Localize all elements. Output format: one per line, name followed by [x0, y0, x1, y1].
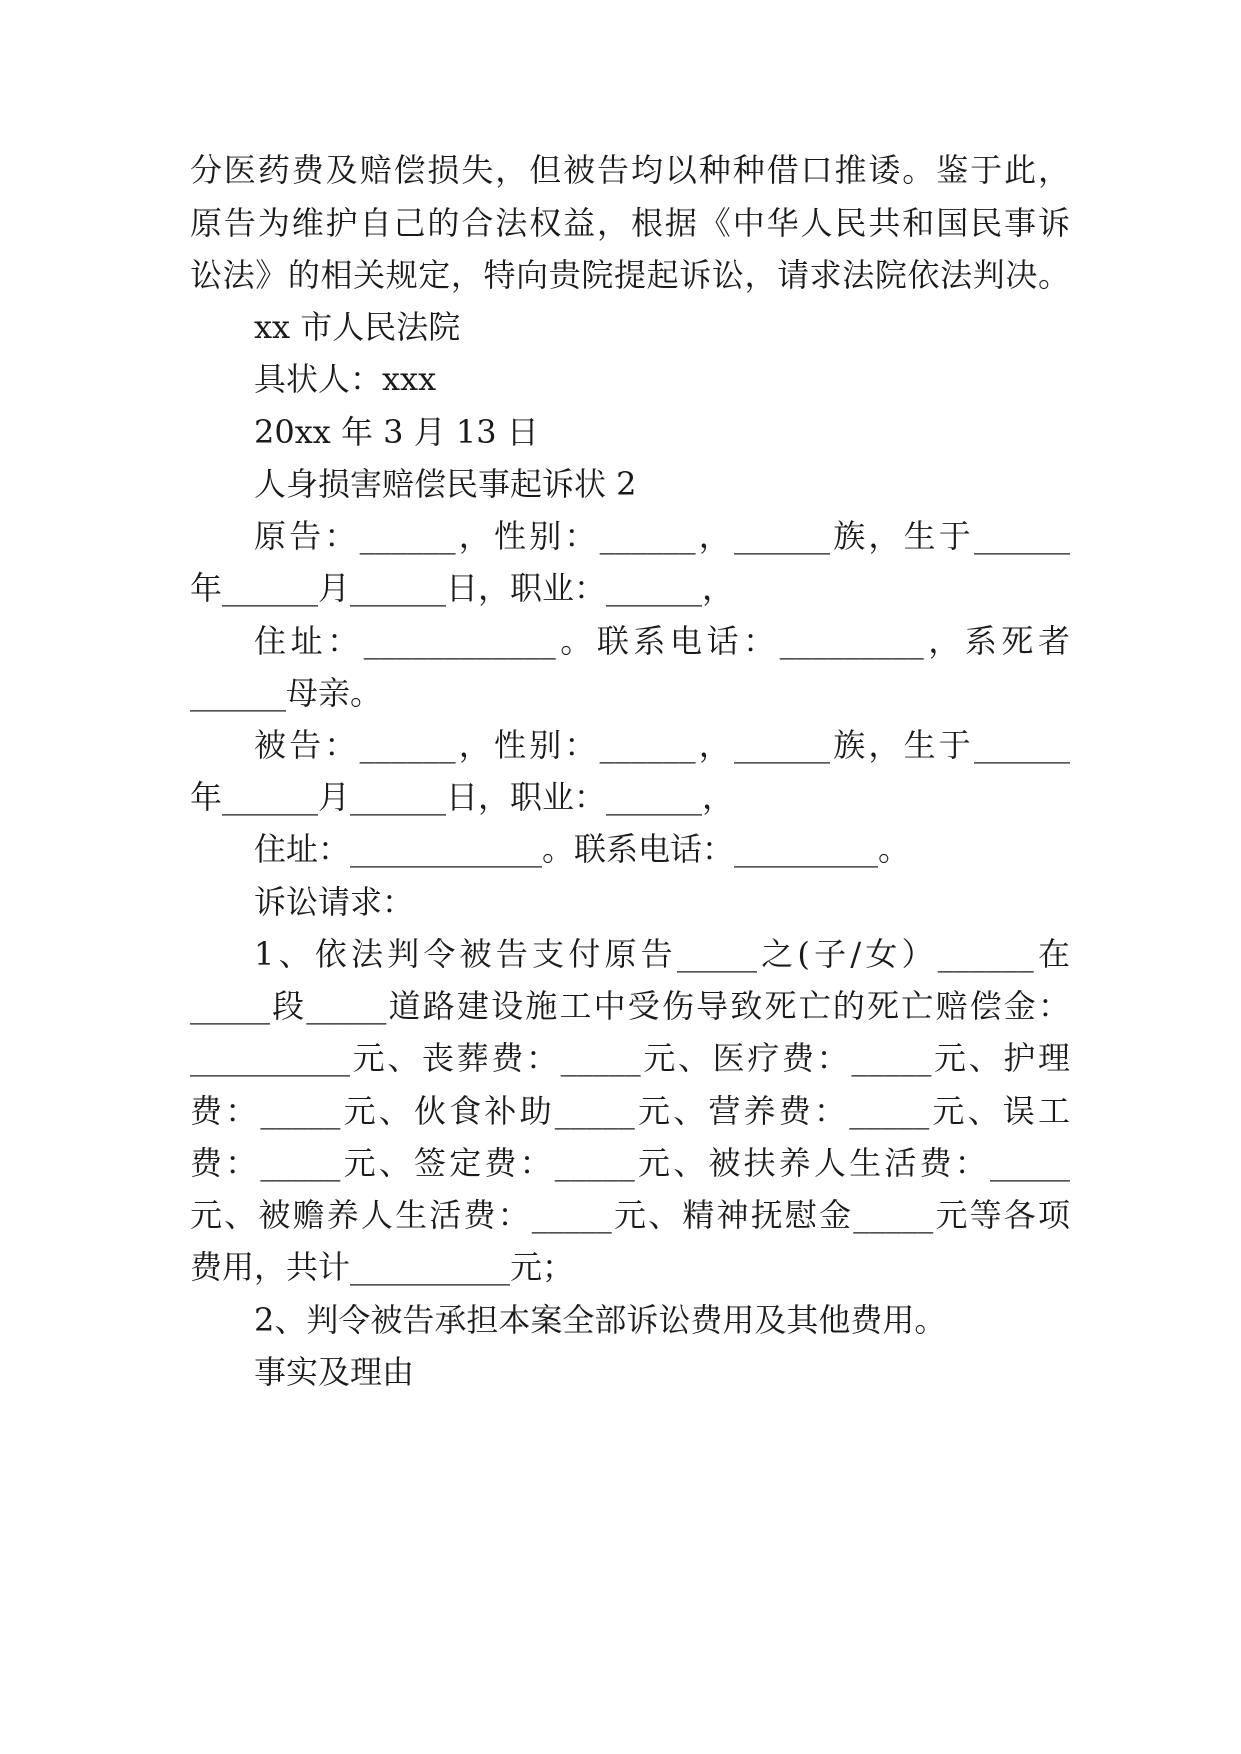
text-line: 年______月______日，职业：______， — [190, 569, 735, 607]
text-line: 费：_____元、伙食补助_____元、营养费：_____元、误工 — [190, 1092, 1070, 1130]
section-heading: 诉讼请求： — [254, 883, 415, 921]
text-line: 元、被赡养人生活费：_____元、精神抚慰金_____元等各项 — [190, 1196, 1070, 1234]
section-title: 人身损害赔偿民事起诉状 2 — [254, 465, 637, 503]
section-heading: 事实及理由 — [254, 1353, 415, 1391]
document-date: 20xx 年 3 月 13 日 — [254, 413, 539, 451]
text-line: 费用，共计__________元； — [190, 1248, 575, 1286]
text-line: ______母亲。 — [190, 674, 383, 712]
text-line: 1、依法判令被告支付原告_____之(子/女）______在 — [254, 935, 1070, 973]
text-line: __________元、丧葬费：_____元、医疗费：_____元、护理 — [190, 1039, 1070, 1077]
text-line: 住址：____________。联系电话：_________，系死者 — [254, 622, 1070, 660]
text-line: 原告：______，性别：______，______族，生于______ — [254, 517, 1070, 555]
text-line: 住址：____________。联系电话：_________。 — [254, 830, 911, 868]
text-line: 2、判令被告承担本案全部诉讼费用及其他费用。 — [254, 1301, 947, 1339]
text-line: 被告：______，性别：______，______族，生于______ — [254, 726, 1070, 764]
text-line: 讼法》的相关规定，特向贵院提起诉讼，请求法院依法判决。 — [190, 256, 1070, 294]
text-line: 年______月______日，职业：______， — [190, 778, 735, 816]
text-line: 费：_____元、签定费：_____元、被扶养人生活费：_____ — [190, 1144, 1070, 1182]
text-line: _____段_____道路建设施工中受伤导致死亡的死亡赔偿金： — [190, 987, 1070, 1025]
court-name: xx 市人民法院 — [254, 308, 461, 346]
text-line: 分医药费及赔偿损失，但被告均以种种借口推诿。鉴于此， — [190, 151, 1070, 189]
signatory: 具状人：xxx — [254, 360, 437, 398]
text-line: 原告为维护自己的合法权益，根据《中华人民共和国民事诉 — [190, 204, 1070, 242]
